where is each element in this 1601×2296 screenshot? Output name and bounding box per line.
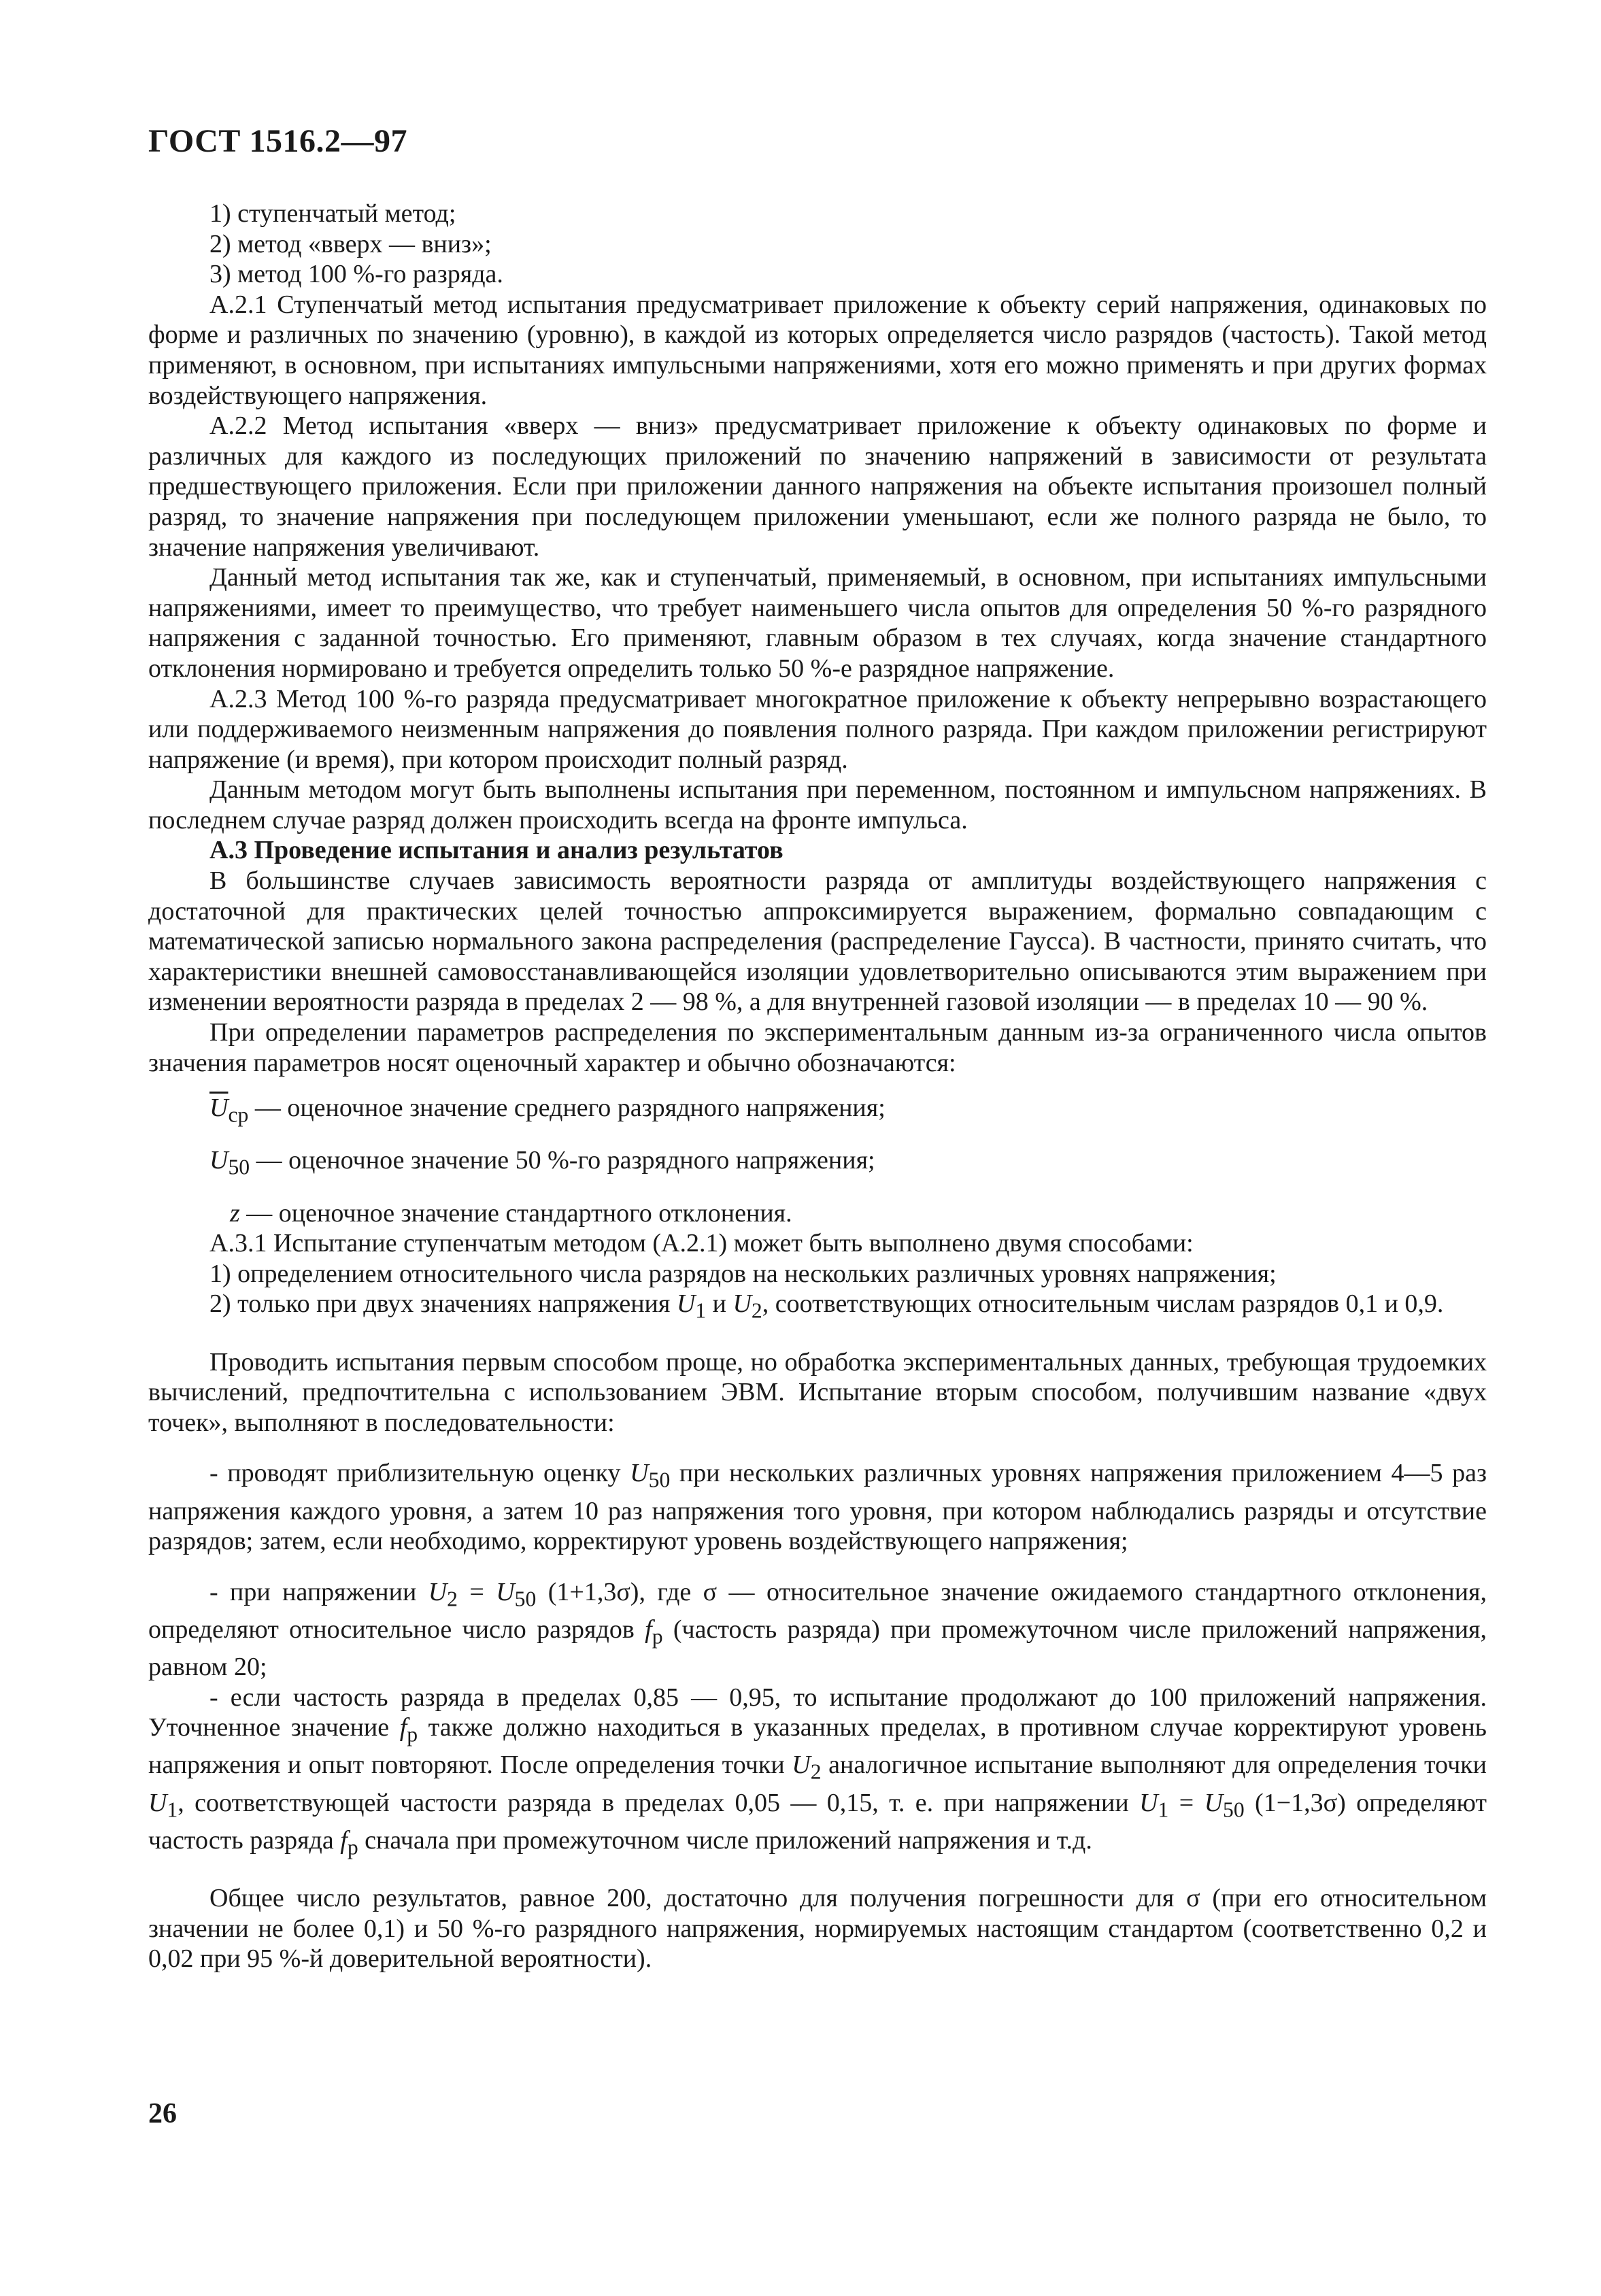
page-number: 26 [148, 2098, 177, 2129]
bullet-estimate: - проводят приблизительную оценку $U_{50}$ при нескольких различных уровнях напряжения приложением 4—5 раз напряжения каждого уровня, а затем 10 раз напряжения того уровня, при котором наблюдались разряды и отсутствие разрядов; затем, если необходимо, корректируют уровень воздействующего напряжения; [148, 1459, 1487, 1556]
paragraph-a31: А.3.1 Испытание ступенчатым методом (А.2.1) может быть выполнено двумя способами: [209, 1229, 1194, 1258]
bullet-frequency: - если частость разряда в пределах 0,85 — 0,95, то испытание продолжают до 100 приложений напряжения. Уточненное значение $f_р$ также должно находиться в указанных пределах, в противном случае корректируют уровень напряжения и опыт повторяют. После определения точки $U_2$ аналогичное испытание выполняют для определения точки $U_1$, соответствующей частости разряда в пределах 0,05 — 0,15, т. е. при напряжении $U_1 = U_{50}$ (1−1,3σ) определяют частость разряда $f_р$ сначала при промежуточном числе приложений напряжения и т.д. [148, 1683, 1487, 1859]
symbol-u50: U [209, 1146, 229, 1175]
paragraph-a3-2: При определении параметров распределения по экспериментальным данным из-за ограниченного числа опытов значения параметров носят оценочный характер и обычно обозначаются: [148, 1018, 1487, 1077]
symbol-u50-sub: 50 [228, 1155, 250, 1179]
symbol-z: z [230, 1198, 240, 1228]
symbol-ucp-sub: ср [228, 1102, 249, 1127]
list-item: 1) ступенчатый метод; [209, 199, 456, 228]
symbol-ucp: $\overline{U}$ [209, 1094, 229, 1123]
symbol-z-desc: — оценочное значение стандартного отклонения. [246, 1198, 792, 1228]
formula-u1: U [1139, 1788, 1158, 1817]
symbol-u50: U [630, 1459, 649, 1488]
formula-u2: U [428, 1577, 448, 1606]
symbol-u50-desc: — оценочное значение 50 %-го разрядного напряжения; [256, 1146, 875, 1175]
symbol-f: f [645, 1615, 652, 1644]
paragraph-a3-1: В большинстве случаев зависимость вероятности разряда от амплитуды воздействующего напряжения с достаточной для практических целей точностью аппроксимируется выражением, формально совпадающим с математической записью нормального закона распределения (распределение Гаусса). В частности, принято считать, что характеристики внешней самовосстанавливающейся изоляции удовлетворительно описываются этим выражением при изменении вероятности разряда в пределах 2 — 98 %, а для внутренней газовой изоляции — в пределах 10 — 90 %. [148, 866, 1487, 1017]
symbol-u1: U [676, 1289, 696, 1319]
paragraph-a31-item1: 1) определением относительного числа разрядов на нескольких различных уровнях напряжения; [209, 1259, 1277, 1288]
paragraph-a21: А.2.1 Ступенчатый метод испытания предусматривает приложение к объекту серий напряжения, одинаковых по форме и различных по значению (уровню), в каждой из которых определяется число разрядов (частость). Такой метод применяют, в основном, при испытаниях импульсными напряжениями, хотя его можно применять и при других формах воздействующего напряжения. [148, 290, 1487, 410]
paragraph-a31-method: Проводить испытания первым способом проще, но обработка экспериментальных данных, требующая трудоемких вычислений, предпочтительна с использованием ЭВМ. Испытание вторым способом, получившим название «двух точек», выполняют в последовательности: [148, 1347, 1487, 1437]
list-item: 3) метод 100 %-го разряда. [209, 260, 503, 289]
section-heading-a3: А.3 Проведение испытания и анализ результатов [209, 836, 783, 865]
paragraph-a22-cont: Данный метод испытания так же, как и ступенчатый, применяемый, в основном, при испытаниях импульсными напряжениями, имеет то преимущество, что требует наименьшего числа опытов для определения 50 %-го разрядного напряжения с заданной точностью. Его применяют, главным образом в тех случаях, когда значение стандартного отклонения нормировано и требуется определить только 50 %-е разрядное напряжение. [148, 563, 1487, 683]
document-code-header: ГОСТ 1516.2—97 [148, 123, 407, 159]
document-page [148, 122, 1487, 1974]
paragraph-a23: А.2.3 Метод 100 %-го разряда предусматривает многократное приложение к объекту непрерывно возрастающего или поддерживаемого неизменным напряжения до появления полного разряда. При каждом приложении регистрируют напряжение (и время), при котором происходит полный разряд. [148, 684, 1487, 774]
paragraph-a31-item2: 2) только при двух значениях напряжения $U_1$ и $U_2$, соответствующих относительным числам разрядов 0,1 и 0,9. [209, 1289, 1444, 1323]
bullet-u2-test: - при напряжении $U_2 = U_{50}$ (1+1,3σ), где σ — относительное значение ожидаемого стандартного отклонения, определяют относительное число разрядов $f_р$ (частость разряда) при промежуточном числе приложений напряжения, равном 20; [148, 1577, 1487, 1682]
symbol-ucp-line [148, 1093, 1487, 1130]
symbol-u50-line [148, 1145, 1487, 1183]
paragraph-final: Общее число результатов, равное 200, достаточно для получения погрешности для σ (при его относительном значении не более 0,1) и 50 %-го разрядного напряжения, нормируемых настоящим стандартом (соответственно 0,2 и 0,02 при 95 %-й доверительной вероятности). [148, 1884, 1487, 1974]
paragraph-a22: А.2.2 Метод испытания «вверх — вниз» предусматривает приложение к объекту одинаковых по форме и различных для каждого из последующих приложений по значению напряжений в зависимости от результата предшествующего приложения. Если при приложении данного напряжения на объекте испытания произошел полный разряд, то значение напряжения при последующем приложении уменьшают, если же полного разряда не было, то значение напряжения увеличивают. [148, 411, 1487, 562]
symbol-u2: U [732, 1289, 752, 1319]
symbol-ucp-desc: — оценочное значение среднего разрядного напряжения; [254, 1094, 886, 1123]
symbol-z-line [148, 1198, 1487, 1229]
list-item: 2) метод «вверх — вниз»; [209, 229, 492, 258]
paragraph-a23-cont: Данным методом могут быть выполнены испытания при переменном, постоянном и импульсном напряжениях. В последнем случае разряд должен происходить всегда на фронте импульса. [148, 775, 1487, 834]
